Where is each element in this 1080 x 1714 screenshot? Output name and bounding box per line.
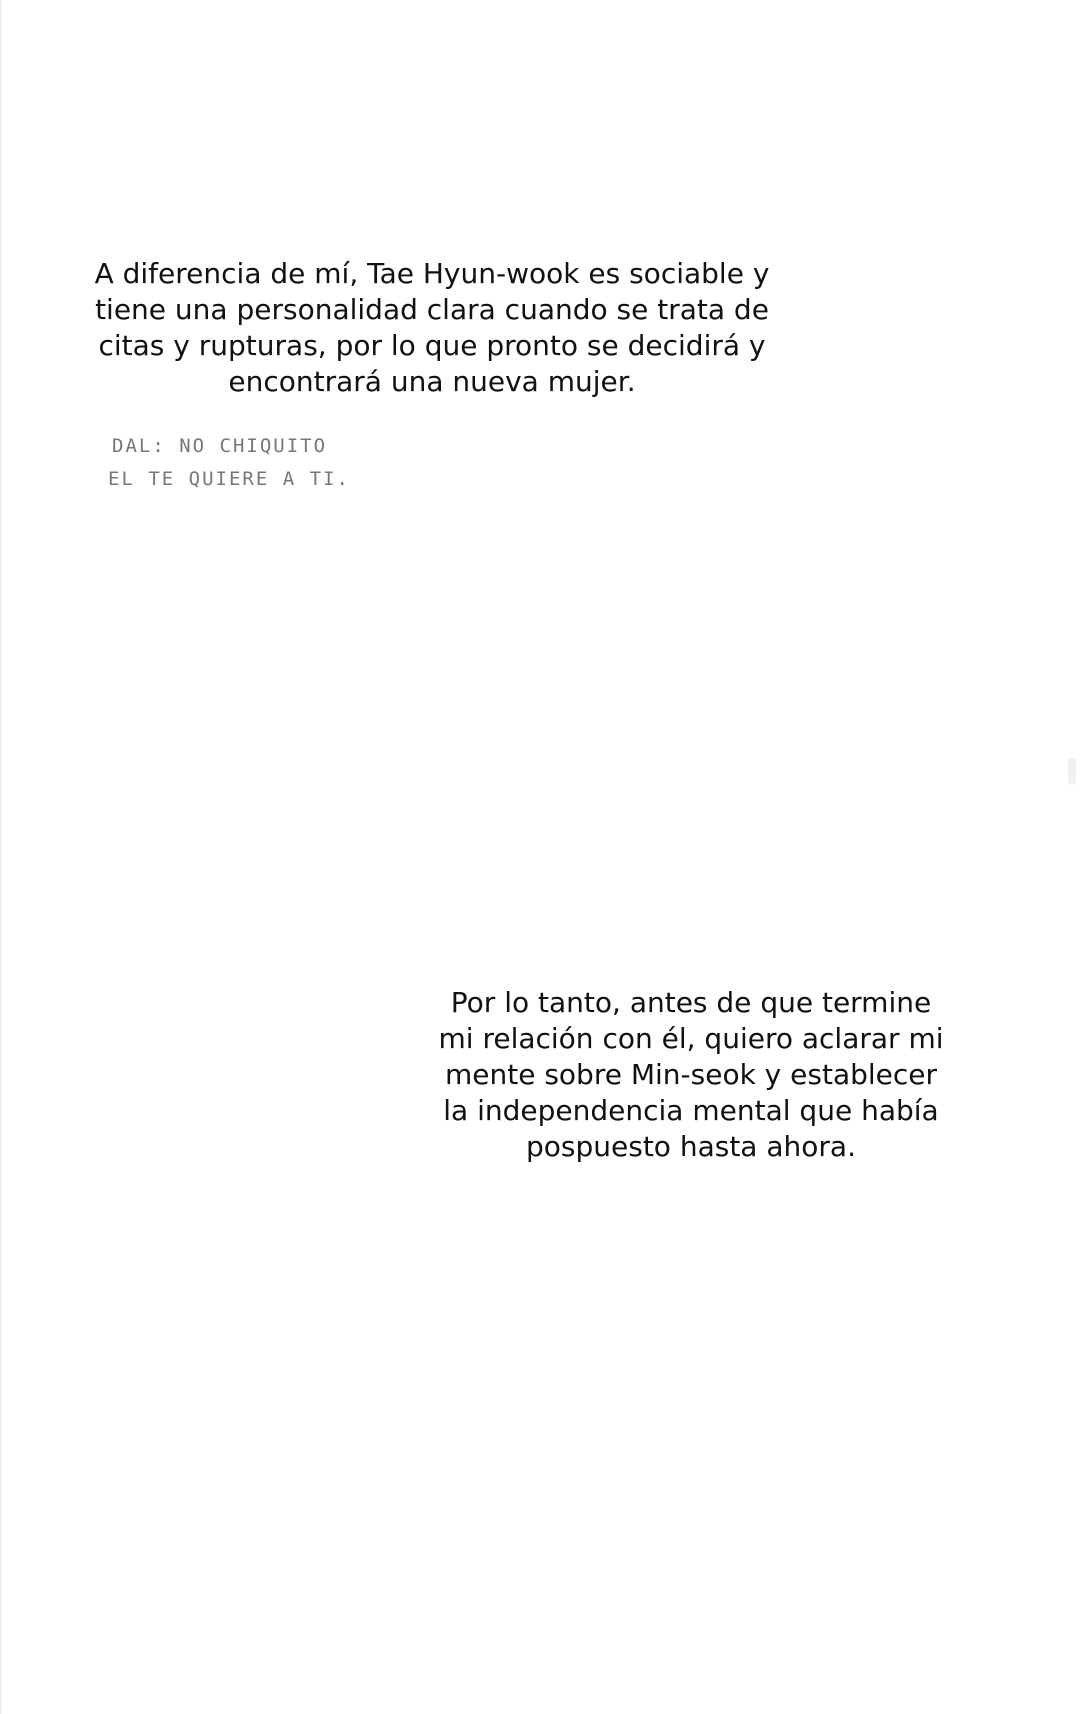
narration-line: mi relación con él, quiero aclarar mi <box>438 1022 944 1055</box>
panel-edge <box>0 0 2 1714</box>
narration-line: tiene una personalidad clara cuando se trata de <box>95 293 769 326</box>
narration-line: la independencia mental que había <box>443 1094 939 1127</box>
narration-line: Por lo tanto, antes de que termine <box>450 986 932 1019</box>
translator-note-line: EL TE QUIERE A TI. <box>108 468 350 490</box>
narration-line: mente sobre Min-seok y establecer <box>444 1058 938 1091</box>
narration-line: pospuesto hasta ahora. <box>526 1130 856 1163</box>
scroll-indicator <box>1068 757 1076 785</box>
narration-text-top <box>92 256 772 400</box>
narration-line: citas y rupturas, por lo que pronto se decidirá y <box>98 329 766 362</box>
narration-text-bottom <box>436 985 946 1165</box>
narration-line: encontrará una nueva mujer. <box>228 365 636 398</box>
translator-note <box>108 430 350 496</box>
translator-note-line: DAL: NO CHIQUITO <box>112 435 328 457</box>
narration-line: A diferencia de mí, Tae Hyun-wook es sociable y <box>94 257 770 290</box>
